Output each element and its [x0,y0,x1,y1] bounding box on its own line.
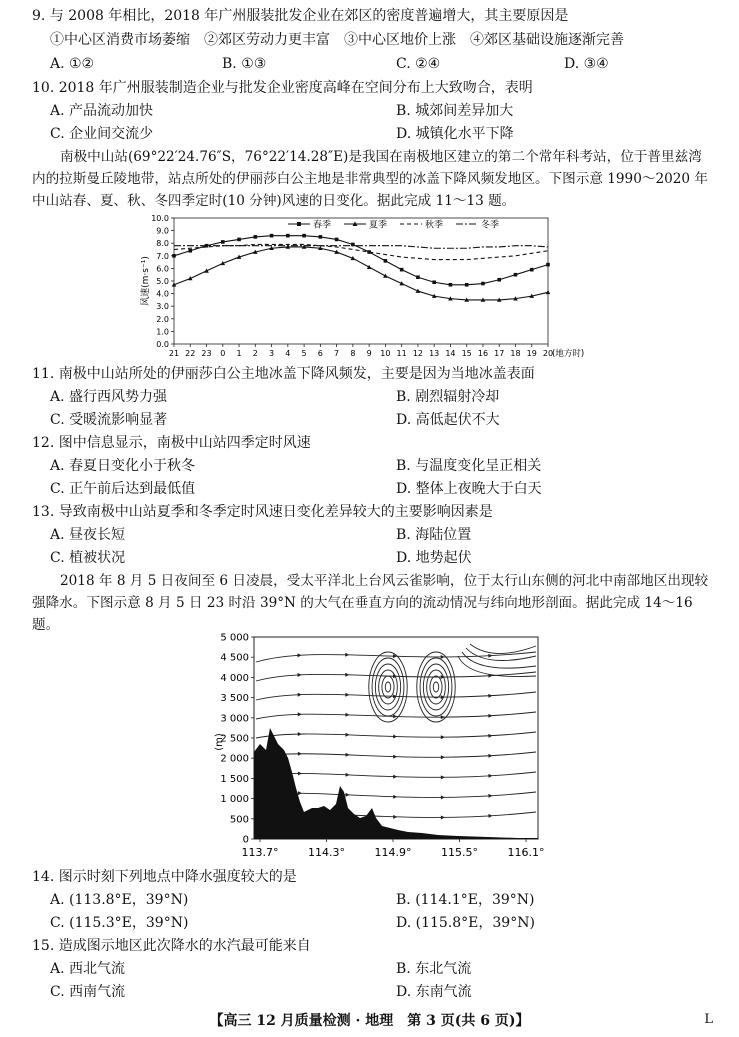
point-春季 [546,263,550,267]
q14-option-a: A. (113.8°E，39°N) [50,892,189,908]
point-春季 [302,234,306,238]
wind-speed-chart [138,210,585,362]
fig2-y-tick-label: 500 [229,814,249,826]
point-春季 [172,254,176,258]
page-footer: 【高三 12 月质量检测 · 地理 第 3 页(共 6 页)】 [209,1013,530,1029]
fig2-y-tick-label: 4 000 [220,672,249,684]
q13-option-a: A. 昼夜长短 [50,527,126,543]
fig2-y-tick-label: 3 000 [220,713,249,725]
q11-stem: 11. 南极中山站所处的伊丽莎白公主地冰盖下降风频发，主要是因为当地冰盖表面 [32,366,535,382]
point-春季 [416,275,420,279]
x-axis-label: (地方时) [552,349,585,359]
point-春季 [530,268,534,272]
fig2-y-tick-label: 2 000 [220,753,249,765]
y-tick-label: 6.0 [156,264,169,274]
point-春季 [221,240,225,244]
y-tick-label: 0.0 [156,340,169,349]
q14-option-d: D. (115.8°E，39°N) [396,915,535,931]
point-春季 [432,280,436,284]
corner-mark: L [704,1012,713,1027]
q15-option-a: A. 西北气流 [50,961,126,977]
x-tick-label: 18 [510,349,521,358]
q13-option-d: D. 地势起伏 [396,550,472,566]
y-tick-label: 7.0 [156,251,169,261]
x-tick-label: 5 [301,349,307,358]
q15-option-c: C. 西南气流 [50,984,126,1000]
q15-option-b: B. 东北气流 [396,961,472,977]
legend-marker [297,222,301,226]
x-tick-label: 15 [461,349,472,358]
x-tick-label: 12 [412,349,424,358]
q9-option-c: C. ②④ [396,56,441,72]
q11-option-c: C. 受暖流影响显著 [50,412,168,428]
x-tick-label: 2 [252,349,258,358]
fig2-y-tick-label: 3 500 [220,693,249,705]
x-tick-label: 10 [380,349,391,358]
legend [288,219,499,231]
x-tick-label: 13 [429,349,440,358]
q11-option-b: B. 剧烈辐射冷却 [396,389,500,405]
airflow-profile-figure [208,632,548,864]
legend-label: 秋季 [425,220,444,231]
x-tick-label: 1 [236,349,242,358]
x-tick-label: 6 [317,349,323,358]
fig2-y-tick-label: 0 [242,834,249,846]
fig2-y-tick-label: 1 500 [220,773,249,785]
point-春季 [497,278,501,282]
x-tick-label: 19 [526,349,537,358]
fig2-x-tick-label: 115.5° [441,846,478,859]
legend-label: 春季 [313,220,332,231]
q14-option-b: B. (114.1°E，39°N) [396,892,535,908]
y-tick-label: 8.0 [156,239,169,249]
y-tick-label: 5.0 [156,277,169,286]
y-tick-label: 2.0 [156,314,169,324]
q10-option-a: A. 产品流动加快 [50,103,154,119]
q15-stem: 15. 造成图示地区此次降水的水汽最可能来自 [32,938,311,954]
q13-option-b: B. 海陆位置 [396,527,472,543]
x-tick-label: 4 [285,349,291,358]
fig2-y-tick-label: 2 500 [220,733,249,745]
x-tick-label: 7 [334,349,340,358]
q9-option-b: B. ①③ [222,56,267,72]
x-tick-label: 20 [542,349,554,358]
x-tick-label: 0 [220,349,226,358]
y-axis-label: 风速(m·s⁻¹) [141,256,151,306]
y-tick-label: 10.0 [151,214,169,223]
point-春季 [514,273,518,277]
point-春季 [237,238,241,242]
point-春季 [384,259,388,263]
fig2-ylabel: (m) [214,733,225,751]
x-tick-label: 17 [494,349,505,358]
legend-label: 夏季 [369,220,388,231]
x-tick-label: 21 [168,349,180,358]
q9-items: ①中心区消费市场萎缩 ②郊区劳动力更丰富 ③中心区地价上涨 ④郊区基础设施逐渐完善 [50,32,624,48]
q11-option-d: D. 高低起伏不大 [396,412,500,428]
q9-option-d: D. ③④ [564,56,609,72]
q11-option-a: A. 盛行西风势力强 [50,389,168,405]
q10-stem: 10. 2018 年广州服装制造企业与批发企业密度高峰在空间分布上大致吻合，表明 [32,80,533,96]
q10-option-d: D. 城镇化水平下降 [396,126,514,142]
x-tick-label: 16 [477,349,489,358]
fig2-y-tick-label: 1 000 [220,794,249,806]
q14-stem: 14. 图示时刻下列地点中降水强度较大的是 [32,869,297,885]
x-tick-label: 23 [201,349,212,358]
x-tick-label: 3 [269,349,275,358]
y-tick-label: 1.0 [156,327,169,337]
q9-stem: 9. 与 2008 年相比，2018 年广州服装批发企业在郊区的密度普遍增大，其主要原因是 [32,8,569,24]
fig2-y-tick-label: 4 500 [220,652,249,664]
series-line-夏季 [174,247,548,300]
q9-option-a: A. ①② [50,56,95,72]
legend-label: 冬季 [481,220,500,231]
point-春季 [188,249,192,253]
point-春季 [465,283,469,287]
fig2-x-tick-label: 114.9° [374,846,412,859]
y-tick-label: 3.0 [156,302,169,312]
fig2-x-tick-label: 116.1° [507,846,545,859]
x-tick-label: 22 [185,349,196,358]
point-夏季 [546,290,551,294]
q12-option-b: B. 与温度变化呈正相关 [396,458,542,474]
point-春季 [286,234,290,238]
x-tick-label: 14 [445,349,456,358]
q10-option-c: C. 企业间交流少 [50,126,154,142]
q12-option-a: A. 春夏日变化小于秋冬 [50,458,196,474]
fig2-x-tick-label: 114.3° [308,846,345,859]
y-tick-label: 9.0 [156,226,169,236]
point-春季 [449,283,453,287]
fig2-y-tick-label: 5 000 [220,632,249,644]
point-春季 [270,234,274,238]
point-春季 [254,235,258,239]
q10-option-b: B. 城郊间差异加大 [396,103,514,119]
point-春季 [400,268,404,272]
point-春季 [319,235,323,239]
point-春季 [335,238,339,242]
q15-option-d: D. 东南气流 [396,984,472,1000]
q12-option-d: D. 整体上夜晚大于白天 [396,481,542,497]
passage-antarctic: 南极中山站(69°22′24.76″S，76°22′14.28″E)是我国在南极地区建立的第二个常年科考站，位于普里兹湾内的拉斯曼丘陵地带，站点所处的伊丽莎白公主地是非常典型的冰盖下降风频发地区。下图示意 1990～2020 年中山站春、夏、秋、冬四季定时(10 分钟)风速的日变化。据此完成 11～13 题。 [32,149,708,209]
y-tick-label: 4.0 [156,289,169,299]
x-tick-label: 11 [396,349,407,358]
q13-stem: 13. 导致南极中山站夏季和冬季定时风速日变化差异较大的主要影响因素是 [32,504,493,520]
q12-stem: 12. 图中信息显示，南极中山站四季定时风速 [32,435,311,451]
fig2-x-tick-label: 113.7° [241,846,279,859]
x-tick-label: 9 [366,349,372,358]
x-tick-label: 8 [350,349,356,358]
q12-option-c: C. 正午前后达到最低值 [50,481,196,497]
point-春季 [481,282,485,286]
q14-option-c: C. (115.3°E，39°N) [50,915,189,931]
q13-option-c: C. 植被状况 [50,550,126,566]
passage-typhoon: 2018 年 8 月 5 日夜间至 6 日凌晨，受太平洋北上台风云雀影响，位于太行山东侧的河北中南部地区出现较强降水。下图示意 8 月 5 日 23 时沿 39°N 的大气在垂直方向的流动情况与纬向地形剖面。据此完成 14～16 题。 [32,573,709,633]
